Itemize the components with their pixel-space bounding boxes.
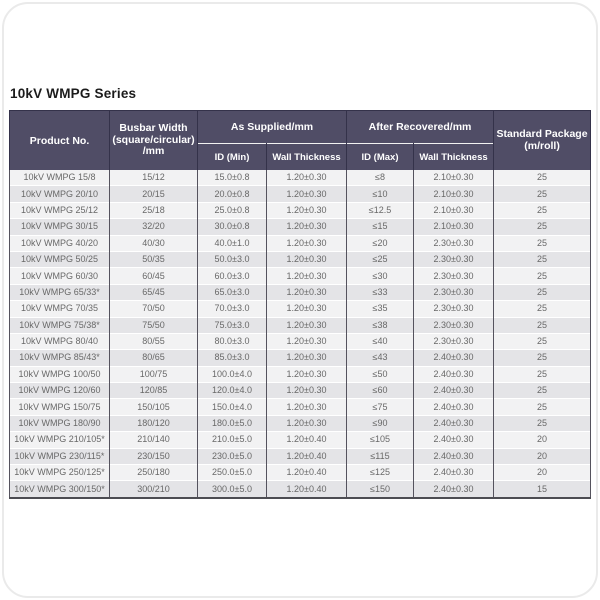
- table-cell: 80.0±3.0: [198, 333, 267, 349]
- table-row: [10, 350, 591, 366]
- table-row: [10, 317, 591, 333]
- table-cell: 60/45: [110, 268, 198, 284]
- table-row: [10, 366, 591, 382]
- table-cell: 32/20: [110, 219, 198, 235]
- table-cell: 20/15: [110, 186, 198, 202]
- table-cell: 1.20±0.30: [267, 350, 347, 366]
- table-cell: 1.20±0.30: [267, 284, 347, 300]
- table-cell: 25: [494, 415, 591, 431]
- table-row: [10, 268, 591, 284]
- table-cell: 1.20±0.30: [267, 415, 347, 431]
- table-cell: 25: [494, 186, 591, 202]
- table-cell: ≤40: [347, 333, 414, 349]
- table-cell: ≤125: [347, 465, 414, 481]
- table-cell: ≤150: [347, 481, 414, 498]
- table-row: [10, 186, 591, 202]
- table-cell: 1.20±0.30: [267, 301, 347, 317]
- table-cell: 2.10±0.30: [414, 219, 494, 235]
- table-cell: 10kV WMPG 210/105*: [10, 432, 110, 448]
- table-cell: 1.20±0.30: [267, 317, 347, 333]
- standard-package-line1: Standard Package: [496, 128, 588, 140]
- table-cell: 2.30±0.30: [414, 235, 494, 251]
- table-cell: ≤90: [347, 415, 414, 431]
- table-cell: 250.0±5.0: [198, 465, 267, 481]
- table-row: [10, 202, 591, 218]
- page-title: 10kV WMPG Series: [10, 86, 137, 101]
- table-cell: 10kV WMPG 20/10: [10, 186, 110, 202]
- table-cell: 10kV WMPG 180/90: [10, 415, 110, 431]
- table-cell: 65/45: [110, 284, 198, 300]
- table-cell: 1.20±0.40: [267, 448, 347, 464]
- table-cell: 2.40±0.30: [414, 415, 494, 431]
- table-cell: 25: [494, 219, 591, 235]
- table-row: [10, 415, 591, 431]
- table-cell: 25: [494, 251, 591, 267]
- col-header-as-supplied: As Supplied/mm: [198, 111, 347, 144]
- table-cell: 2.10±0.30: [414, 170, 494, 186]
- table-cell: 25: [494, 301, 591, 317]
- col-header-wall-thickness-recovered: Wall Thickness: [414, 144, 494, 171]
- table-cell: 2.40±0.30: [414, 383, 494, 399]
- table-cell: 120.0±4.0: [198, 383, 267, 399]
- table-cell: 10kV WMPG 150/75: [10, 399, 110, 415]
- table-cell: 1.20±0.30: [267, 170, 347, 186]
- table-cell: 25/18: [110, 202, 198, 218]
- col-header-id-min: ID (Min): [198, 144, 267, 171]
- table-cell: 25: [494, 366, 591, 382]
- table-cell: 25: [494, 333, 591, 349]
- table-cell: 10kV WMPG 60/30: [10, 268, 110, 284]
- table-cell: 210/140: [110, 432, 198, 448]
- table-cell: 15.0±0.8: [198, 170, 267, 186]
- table-cell: 10kV WMPG 250/125*: [10, 465, 110, 481]
- table-cell: 2.10±0.30: [414, 202, 494, 218]
- table-cell: 2.40±0.30: [414, 366, 494, 382]
- table-cell: 85.0±3.0: [198, 350, 267, 366]
- table-row: [10, 383, 591, 399]
- table-cell: 1.20±0.30: [267, 333, 347, 349]
- col-header-after-recovered: After Recovered/mm: [347, 111, 494, 144]
- table-cell: ≤105: [347, 432, 414, 448]
- table-cell: 2.30±0.30: [414, 284, 494, 300]
- spec-table: [9, 110, 591, 499]
- table-cell: 2.30±0.30: [414, 268, 494, 284]
- standard-package-line2: (m/roll): [524, 139, 560, 152]
- table-cell: 40/30: [110, 235, 198, 251]
- table-cell: 10kV WMPG 50/25: [10, 251, 110, 267]
- table-cell: ≤38: [347, 317, 414, 333]
- table-cell: ≤12.5: [347, 202, 414, 218]
- busbar-width-line1: Busbar Width: [119, 122, 188, 135]
- table-row: [10, 251, 591, 267]
- table-cell: 1.20±0.40: [267, 432, 347, 448]
- table-cell: 10kV WMPG 75/38*: [10, 317, 110, 333]
- table-cell: 1.20±0.30: [267, 219, 347, 235]
- table-row: [10, 432, 591, 448]
- table-header: [10, 111, 591, 171]
- table-cell: ≤35: [347, 301, 414, 317]
- table-cell: ≤30: [347, 268, 414, 284]
- table-cell: 25: [494, 202, 591, 218]
- table-cell: 10kV WMPG 15/8: [10, 170, 110, 186]
- table-cell: 230/150: [110, 448, 198, 464]
- table-cell: 20.0±0.8: [198, 186, 267, 202]
- table-cell: 1.20±0.30: [267, 251, 347, 267]
- table-cell: 10kV WMPG 85/43*: [10, 350, 110, 366]
- table-cell: 2.40±0.30: [414, 399, 494, 415]
- table-cell: ≤33: [347, 284, 414, 300]
- table-row: [10, 481, 591, 498]
- table-cell: 250/180: [110, 465, 198, 481]
- table-cell: 2.10±0.30: [414, 186, 494, 202]
- table-cell: 10kV WMPG 65/33*: [10, 284, 110, 300]
- table-cell: 25: [494, 399, 591, 415]
- table-cell: 50/35: [110, 251, 198, 267]
- table-cell: 2.40±0.30: [414, 481, 494, 498]
- table-cell: 100.0±4.0: [198, 366, 267, 382]
- table-cell: 60.0±3.0: [198, 268, 267, 284]
- table-cell: 2.30±0.30: [414, 251, 494, 267]
- table-row: [10, 301, 591, 317]
- table-cell: 10kV WMPG 300/150*: [10, 481, 110, 498]
- table-cell: 300/210: [110, 481, 198, 498]
- table-cell: 70/50: [110, 301, 198, 317]
- table-cell: 15/12: [110, 170, 198, 186]
- table-cell: 1.20±0.30: [267, 186, 347, 202]
- busbar-width-line2: (square/circular): [112, 133, 195, 146]
- table-cell: ≤8: [347, 170, 414, 186]
- table-row: [10, 333, 591, 349]
- table-cell: 80/65: [110, 350, 198, 366]
- table-row: [10, 235, 591, 251]
- table-cell: 15: [494, 481, 591, 498]
- table-cell: ≤50: [347, 366, 414, 382]
- table-cell: 80/55: [110, 333, 198, 349]
- table-cell: 10kV WMPG 70/35: [10, 301, 110, 317]
- table-cell: 210.0±5.0: [198, 432, 267, 448]
- table-cell: 1.20±0.30: [267, 202, 347, 218]
- table-cell: 1.20±0.30: [267, 366, 347, 382]
- table-cell: 10kV WMPG 120/60: [10, 383, 110, 399]
- table-cell: 25: [494, 268, 591, 284]
- table-row: [10, 465, 591, 481]
- table-cell: 20: [494, 465, 591, 481]
- table-cell: 2.40±0.30: [414, 432, 494, 448]
- table-cell: 25: [494, 235, 591, 251]
- table-row: [10, 219, 591, 235]
- table-cell: 25: [494, 350, 591, 366]
- table-cell: 120/85: [110, 383, 198, 399]
- table-cell: 40.0±1.0: [198, 235, 267, 251]
- col-header-busbar-width: [110, 111, 198, 171]
- table-cell: 1.20±0.30: [267, 383, 347, 399]
- table-cell: 50.0±3.0: [198, 251, 267, 267]
- table-cell: ≤75: [347, 399, 414, 415]
- table-cell: 25: [494, 170, 591, 186]
- table-cell: 2.40±0.30: [414, 448, 494, 464]
- table-cell: 25: [494, 317, 591, 333]
- table-cell: 2.40±0.30: [414, 350, 494, 366]
- table-cell: 65.0±3.0: [198, 284, 267, 300]
- table-cell: 25: [494, 383, 591, 399]
- table-cell: 10kV WMPG 30/15: [10, 219, 110, 235]
- table-cell: 230.0±5.0: [198, 448, 267, 464]
- table-cell: 10kV WMPG 230/115*: [10, 448, 110, 464]
- table-cell: ≤115: [347, 448, 414, 464]
- table-cell: 1.20±0.30: [267, 235, 347, 251]
- table-cell: 10kV WMPG 25/12: [10, 202, 110, 218]
- table-row: [10, 170, 591, 186]
- table-row: [10, 448, 591, 464]
- table-cell: 1.20±0.40: [267, 481, 347, 498]
- col-header-product: Product No.: [10, 111, 110, 171]
- table-cell: ≤60: [347, 383, 414, 399]
- table-cell: 10kV WMPG 40/20: [10, 235, 110, 251]
- table-cell: ≤10: [347, 186, 414, 202]
- table-cell: 20: [494, 432, 591, 448]
- col-header-id-max: ID (Max): [347, 144, 414, 171]
- table-cell: 2.40±0.30: [414, 465, 494, 481]
- table-cell: 300.0±5.0: [198, 481, 267, 498]
- table-cell: 1.20±0.30: [267, 399, 347, 415]
- table-cell: 1.20±0.40: [267, 465, 347, 481]
- table-cell: 75.0±3.0: [198, 317, 267, 333]
- table-cell: 100/75: [110, 366, 198, 382]
- table-cell: 10kV WMPG 100/50: [10, 366, 110, 382]
- table-cell: 2.30±0.30: [414, 301, 494, 317]
- table-body: [10, 170, 591, 498]
- table-cell: ≤20: [347, 235, 414, 251]
- table-row: [10, 284, 591, 300]
- table-cell: ≤25: [347, 251, 414, 267]
- table-cell: 150/105: [110, 399, 198, 415]
- table-cell: 2.30±0.30: [414, 333, 494, 349]
- busbar-width-line3: /mm: [142, 145, 165, 158]
- table-row: [10, 399, 591, 415]
- table-cell: 25.0±0.8: [198, 202, 267, 218]
- col-header-wall-thickness-supplied: Wall Thickness: [267, 144, 347, 171]
- table-cell: 30.0±0.8: [198, 219, 267, 235]
- table-cell: 70.0±3.0: [198, 301, 267, 317]
- table-cell: 180/120: [110, 415, 198, 431]
- table-cell: 150.0±4.0: [198, 399, 267, 415]
- table-cell: 25: [494, 284, 591, 300]
- table-cell: 75/50: [110, 317, 198, 333]
- table-cell: 180.0±5.0: [198, 415, 267, 431]
- table-cell: 1.20±0.30: [267, 268, 347, 284]
- table-cell: ≤43: [347, 350, 414, 366]
- table-cell: ≤15: [347, 219, 414, 235]
- table-cell: 10kV WMPG 80/40: [10, 333, 110, 349]
- table-cell: 2.30±0.30: [414, 317, 494, 333]
- table-cell: 20: [494, 448, 591, 464]
- col-header-standard-package: [494, 111, 591, 171]
